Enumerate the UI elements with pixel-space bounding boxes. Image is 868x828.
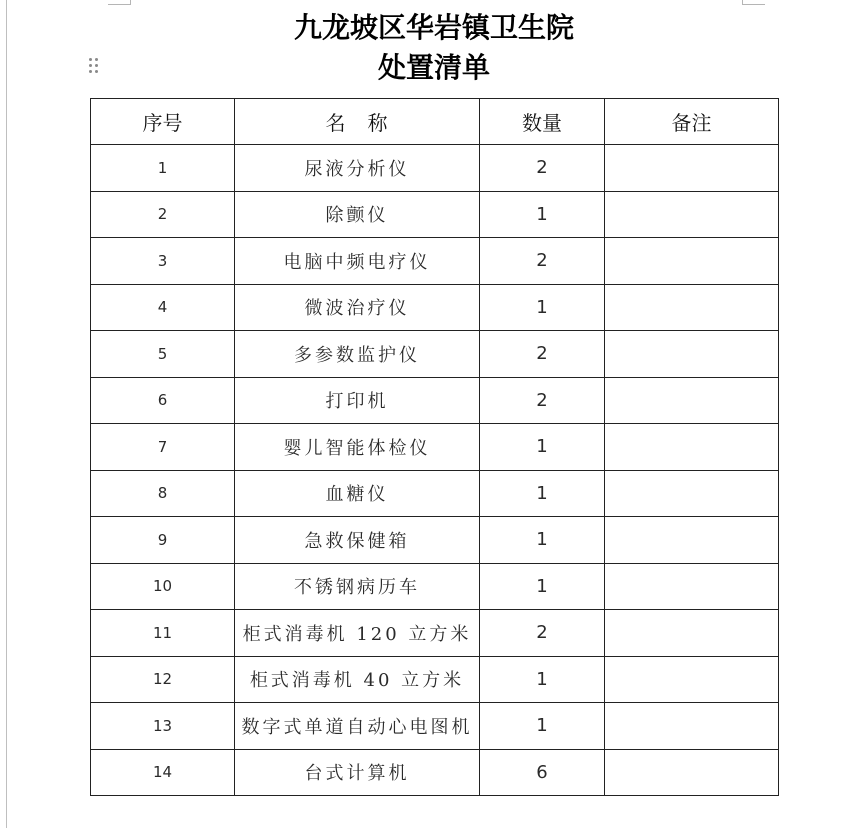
table-row — [91, 656, 779, 703]
cell-seq[interactable]: 8 — [91, 470, 235, 517]
cell-name[interactable]: 打印机 — [235, 377, 480, 424]
cell-note[interactable] — [605, 610, 779, 657]
cell-seq[interactable]: 13 — [91, 703, 235, 750]
cell-name[interactable]: 尿液分析仪 — [235, 145, 480, 192]
cell-note[interactable] — [605, 331, 779, 378]
disposal-list-table — [90, 98, 779, 796]
cell-qty[interactable]: 1 — [480, 517, 605, 564]
cell-seq[interactable]: 5 — [91, 331, 235, 378]
cell-note[interactable] — [605, 238, 779, 285]
cell-qty[interactable]: 1 — [480, 424, 605, 471]
table-body — [91, 145, 779, 796]
cell-note[interactable] — [605, 191, 779, 238]
cell-seq[interactable]: 9 — [91, 517, 235, 564]
cell-qty[interactable]: 1 — [480, 284, 605, 331]
cell-seq[interactable]: 12 — [91, 656, 235, 703]
cell-name[interactable]: 柜式消毒机 120 立方米 — [235, 610, 480, 657]
cell-qty[interactable]: 2 — [480, 331, 605, 378]
cell-seq[interactable]: 1 — [91, 145, 235, 192]
cell-name[interactable]: 电脑中频电疗仪 — [235, 238, 480, 285]
table-row — [91, 377, 779, 424]
cell-qty[interactable]: 1 — [480, 656, 605, 703]
cell-note[interactable] — [605, 703, 779, 750]
cell-note[interactable] — [605, 656, 779, 703]
table-row — [91, 331, 779, 378]
cell-qty[interactable]: 1 — [480, 703, 605, 750]
table-row — [91, 749, 779, 796]
table-row — [91, 284, 779, 331]
table-header-row — [91, 99, 779, 145]
cell-note[interactable] — [605, 470, 779, 517]
cell-seq[interactable]: 2 — [91, 191, 235, 238]
cell-qty[interactable]: 1 — [480, 563, 605, 610]
cell-name[interactable]: 不锈钢病历车 — [235, 563, 480, 610]
table-row — [91, 424, 779, 471]
cell-note[interactable] — [605, 284, 779, 331]
header-note: 备注 — [605, 99, 779, 145]
cell-name[interactable]: 多参数监护仪 — [235, 331, 480, 378]
cell-name[interactable]: 急救保健箱 — [235, 517, 480, 564]
header-name: 名 称 — [235, 99, 480, 145]
header-qty: 数量 — [480, 99, 605, 145]
table-row — [91, 610, 779, 657]
cell-seq[interactable]: 3 — [91, 238, 235, 285]
header-seq: 序号 — [91, 99, 235, 145]
table-row — [91, 191, 779, 238]
cell-note[interactable] — [605, 749, 779, 796]
cell-name[interactable]: 台式计算机 — [235, 749, 480, 796]
cell-qty[interactable]: 2 — [480, 377, 605, 424]
cell-seq[interactable]: 10 — [91, 563, 235, 610]
table-row — [91, 563, 779, 610]
cell-qty[interactable]: 1 — [480, 470, 605, 517]
cell-seq[interactable]: 6 — [91, 377, 235, 424]
cell-qty[interactable]: 2 — [480, 145, 605, 192]
table-row — [91, 470, 779, 517]
cell-name[interactable]: 微波治疗仪 — [235, 284, 480, 331]
cell-seq[interactable]: 11 — [91, 610, 235, 657]
cell-qty[interactable]: 6 — [480, 749, 605, 796]
table-row — [91, 238, 779, 285]
page-corner-mark-right — [742, 0, 765, 5]
cell-name[interactable]: 柜式消毒机 40 立方米 — [235, 656, 480, 703]
cell-note[interactable] — [605, 145, 779, 192]
page-corner-mark-left — [108, 0, 131, 5]
cell-name[interactable]: 血糖仪 — [235, 470, 480, 517]
cell-qty[interactable]: 2 — [480, 238, 605, 285]
title-line-1: 九龙坡区华岩镇卫生院 — [293, 11, 574, 44]
table-row — [91, 145, 779, 192]
table-row — [91, 517, 779, 564]
page-edge — [6, 0, 7, 828]
cell-name[interactable]: 婴儿智能体检仪 — [235, 424, 480, 471]
cell-seq[interactable]: 14 — [91, 749, 235, 796]
cell-note[interactable] — [605, 424, 779, 471]
cell-name[interactable]: 除颤仪 — [235, 191, 480, 238]
title-line-2: 处置清单 — [377, 51, 490, 84]
cell-qty[interactable]: 1 — [480, 191, 605, 238]
cell-name[interactable]: 数字式单道自动心电图机 — [235, 703, 480, 750]
cell-note[interactable] — [605, 563, 779, 610]
cell-note[interactable] — [605, 377, 779, 424]
cell-note[interactable] — [605, 517, 779, 564]
document-title — [90, 8, 778, 88]
cell-qty[interactable]: 2 — [480, 610, 605, 657]
cell-seq[interactable]: 4 — [91, 284, 235, 331]
table-row — [91, 703, 779, 750]
cell-seq[interactable]: 7 — [91, 424, 235, 471]
